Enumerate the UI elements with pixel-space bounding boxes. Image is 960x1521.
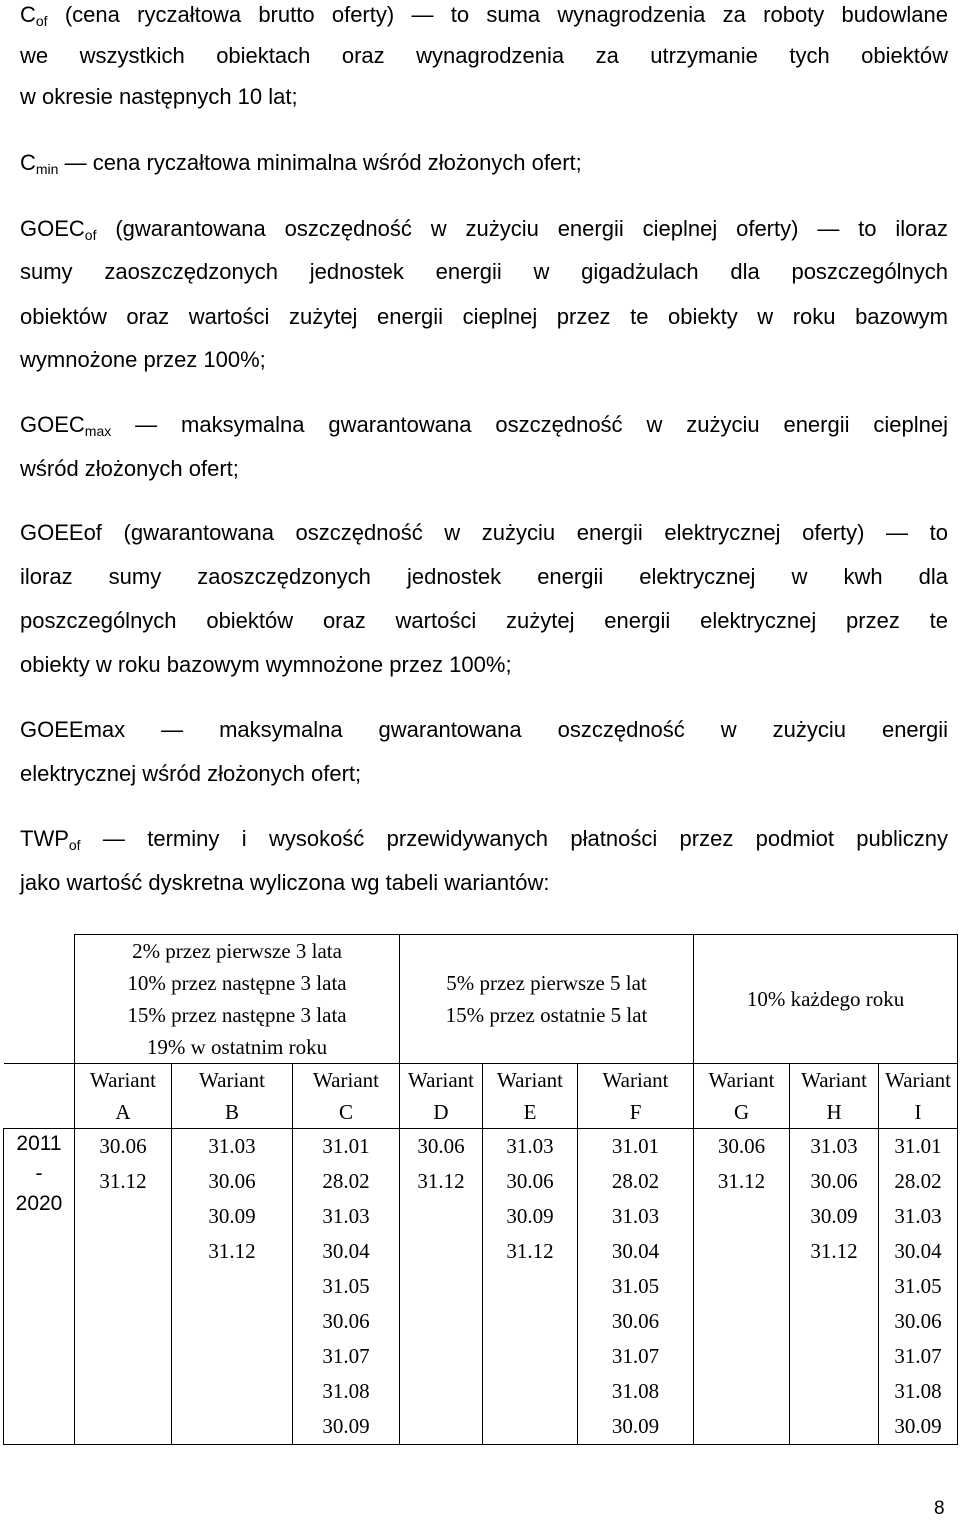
table-cell: 30.06 — [75, 1129, 172, 1165]
table-cell — [172, 1339, 293, 1374]
table-row — [4, 1304, 958, 1339]
table-cell — [483, 1339, 578, 1374]
table-cell: 30.04 — [293, 1234, 400, 1269]
table-cell — [790, 1409, 879, 1445]
table-cell: 30.09 — [790, 1199, 879, 1234]
corner-cell — [4, 935, 75, 1064]
definition-text: obiekty w roku bazowym wymnożone przez 100%; — [20, 652, 512, 677]
table-cell — [75, 1339, 172, 1374]
table-cell — [75, 1269, 172, 1304]
table-cell: 31.01 — [578, 1129, 694, 1165]
table-cell: 28.02 — [578, 1164, 694, 1199]
table-cell: 30.06 — [790, 1164, 879, 1199]
table-cell — [790, 1374, 879, 1409]
symbol-subscript: of — [35, 13, 48, 29]
table-cell: 30.06 — [578, 1304, 694, 1339]
definition-text: we wszystkich obiektach oraz wynagrodzenia za utrzymanie tych obiektów — [20, 43, 948, 68]
variant-header-d: Wariant D — [400, 1064, 483, 1129]
year-label: - — [35, 1162, 43, 1185]
table-cell: 30.09 — [172, 1199, 293, 1234]
table-cell: 31.03 — [879, 1199, 958, 1234]
table-row — [4, 1409, 958, 1445]
table-cell: 31.01 — [293, 1129, 400, 1165]
variant-header-a: Wariant A — [75, 1064, 172, 1129]
table-cell — [694, 1374, 790, 1409]
table-cell — [694, 1199, 790, 1234]
year-range-cell — [4, 1129, 75, 1445]
symbol: TWP — [20, 826, 69, 851]
table-cell — [400, 1269, 483, 1304]
table-cell — [694, 1304, 790, 1339]
variant-header-f: Wariant F — [578, 1064, 694, 1129]
table-cell: 30.09 — [578, 1409, 694, 1445]
table-cell — [790, 1339, 879, 1374]
table-cell: 28.02 — [293, 1164, 400, 1199]
definition-text: elektrycznej wśród złożonych ofert; — [20, 761, 362, 786]
table-cell: 31.05 — [293, 1269, 400, 1304]
corner-cell — [4, 1064, 75, 1129]
year-label: 2011 — [16, 1132, 62, 1155]
page-number: 8 — [934, 1498, 945, 1519]
table-cell — [400, 1374, 483, 1409]
symbol-subscript: max — [84, 423, 112, 439]
variant-header-b: Wariant B — [172, 1064, 293, 1129]
table-cell — [483, 1269, 578, 1304]
table-cell: 30.06 — [694, 1129, 790, 1165]
table-cell — [483, 1409, 578, 1445]
definition-text: wymnożone przez 100%; — [20, 347, 266, 372]
table-cell — [483, 1374, 578, 1409]
table-cell — [172, 1409, 293, 1445]
table-cell: 31.08 — [293, 1374, 400, 1409]
table-cell: 31.05 — [578, 1269, 694, 1304]
table-cell: 31.08 — [578, 1374, 694, 1409]
definition-text: GOEEmax — maksymalna gwarantowana oszczędność w zużyciu energii — [20, 717, 948, 742]
variant-header-g: Wariant G — [694, 1064, 790, 1129]
table-cell: 31.12 — [75, 1164, 172, 1199]
table-row — [4, 1129, 958, 1165]
table-cell: 31.12 — [400, 1164, 483, 1199]
table-cell: 31.07 — [293, 1339, 400, 1374]
definition-text: (gwarantowana oszczędność w zużyciu energii cieplnej oferty) — to iloraz — [115, 216, 948, 241]
table-cell — [75, 1199, 172, 1234]
table-cell: 31.03 — [483, 1129, 578, 1165]
group-header-ghi: 10% każdego roku — [694, 935, 958, 1064]
table-row — [4, 1339, 958, 1374]
definition-text: iloraz sumy zaoszczędzonych jednostek energii elektrycznej w kwh dla — [20, 564, 948, 589]
table-cell: 30.06 — [293, 1304, 400, 1339]
definition-text: wśród złożonych ofert; — [20, 456, 239, 481]
group-header-abc: 2% przez pierwsze 3 lata 10% przez następne 3 lata 15% przez następne 3 lata 19% w ostatnim roku — [75, 935, 400, 1064]
definition-text: — cena ryczałtowa minimalna wśród złożonych ofert; — [64, 150, 582, 175]
table-cell — [694, 1339, 790, 1374]
table-cell — [694, 1234, 790, 1269]
table-cell — [75, 1304, 172, 1339]
definition-text: obiektów oraz wartości zużytej energii cieplnej przez te obiekty w roku bazowym — [20, 304, 948, 329]
table-cell — [172, 1374, 293, 1409]
symbol: C — [20, 150, 36, 175]
table-cell — [694, 1269, 790, 1304]
variant-header-i: Wariant I — [879, 1064, 958, 1129]
table-cell: 31.12 — [172, 1234, 293, 1269]
table-cell: 30.06 — [483, 1164, 578, 1199]
year-label: 2020 — [15, 1192, 63, 1215]
table-cell: 31.07 — [578, 1339, 694, 1374]
table-cell — [400, 1199, 483, 1234]
definition-text: poszczególnych obiektów oraz wartości zużytej energii elektrycznej przez te — [20, 608, 948, 633]
table-cell: 31.03 — [293, 1199, 400, 1234]
table-cell: 30.09 — [879, 1409, 958, 1445]
definition-text: sumy zaoszczędzonych jednostek energii w gigadżulach dla poszczególnych — [20, 259, 948, 284]
table-cell: 31.01 — [879, 1129, 958, 1165]
table-cell — [790, 1304, 879, 1339]
table-cell — [75, 1374, 172, 1409]
table-cell — [400, 1339, 483, 1374]
group-header-def: 5% przez pierwsze 5 lat 15% przez ostatnie 5 lat — [400, 935, 694, 1064]
table-cell: 31.07 — [879, 1339, 958, 1374]
table-cell — [75, 1234, 172, 1269]
table-row — [4, 1234, 958, 1269]
table-cell: 31.12 — [694, 1164, 790, 1199]
table-row — [4, 1199, 958, 1234]
variant-header-c: Wariant C — [293, 1064, 400, 1129]
table-cell: 30.04 — [879, 1234, 958, 1269]
table-cell — [483, 1304, 578, 1339]
symbol-subscript: min — [35, 161, 59, 177]
table-cell: 28.02 — [879, 1164, 958, 1199]
table-row — [4, 1269, 958, 1304]
table-cell: 31.03 — [578, 1199, 694, 1234]
variant-header-row — [4, 1064, 958, 1129]
table-cell: 31.03 — [790, 1129, 879, 1165]
table-cell: 30.06 — [400, 1129, 483, 1165]
table-cell — [400, 1234, 483, 1269]
variants-table — [3, 934, 958, 1445]
table-cell — [694, 1409, 790, 1445]
table-cell — [400, 1304, 483, 1339]
table-cell: 30.06 — [172, 1164, 293, 1199]
table-cell: 30.09 — [293, 1409, 400, 1445]
definition-text: jako wartość dyskretna wyliczona wg tabeli wariantów: — [20, 870, 550, 895]
definition-text: — maksymalna gwarantowana oszczędność w zużyciu energii cieplnej — [135, 412, 948, 437]
table-cell — [400, 1409, 483, 1445]
symbol-subscript: of — [84, 227, 97, 243]
table-row — [4, 1164, 958, 1199]
table-cell — [75, 1409, 172, 1445]
table-cell: 30.06 — [879, 1304, 958, 1339]
definition-text: GOEEof (gwarantowana oszczędność w zużyciu energii elektrycznej oferty) — to — [20, 520, 948, 545]
definition-text: (cena ryczałtowa brutto oferty) — to suma wynagrodzenia za roboty budowlane — [64, 2, 948, 27]
table-cell: 30.04 — [578, 1234, 694, 1269]
table-body — [4, 1129, 958, 1445]
group-header-row — [4, 935, 958, 1064]
symbol: C — [20, 2, 36, 27]
table-cell — [172, 1304, 293, 1339]
table-cell — [172, 1269, 293, 1304]
symbol: GOEC — [20, 412, 85, 437]
definition-text: — terminy i wysokość przewidywanych płatności przez podmiot publiczny — [102, 826, 948, 851]
table-cell: 31.03 — [172, 1129, 293, 1165]
definition-text: w okresie następnych 10 lat; — [20, 84, 298, 109]
table-cell: 31.12 — [790, 1234, 879, 1269]
table-cell: 31.05 — [879, 1269, 958, 1304]
variant-header-h: Wariant H — [790, 1064, 879, 1129]
symbol-subscript: of — [68, 837, 81, 853]
table-cell: 30.09 — [483, 1199, 578, 1234]
table-row — [4, 1374, 958, 1409]
symbol: GOEC — [20, 216, 85, 241]
variant-header-e: Wariant E — [483, 1064, 578, 1129]
table-cell: 31.12 — [483, 1234, 578, 1269]
table-cell — [790, 1269, 879, 1304]
table-cell: 31.08 — [879, 1374, 958, 1409]
